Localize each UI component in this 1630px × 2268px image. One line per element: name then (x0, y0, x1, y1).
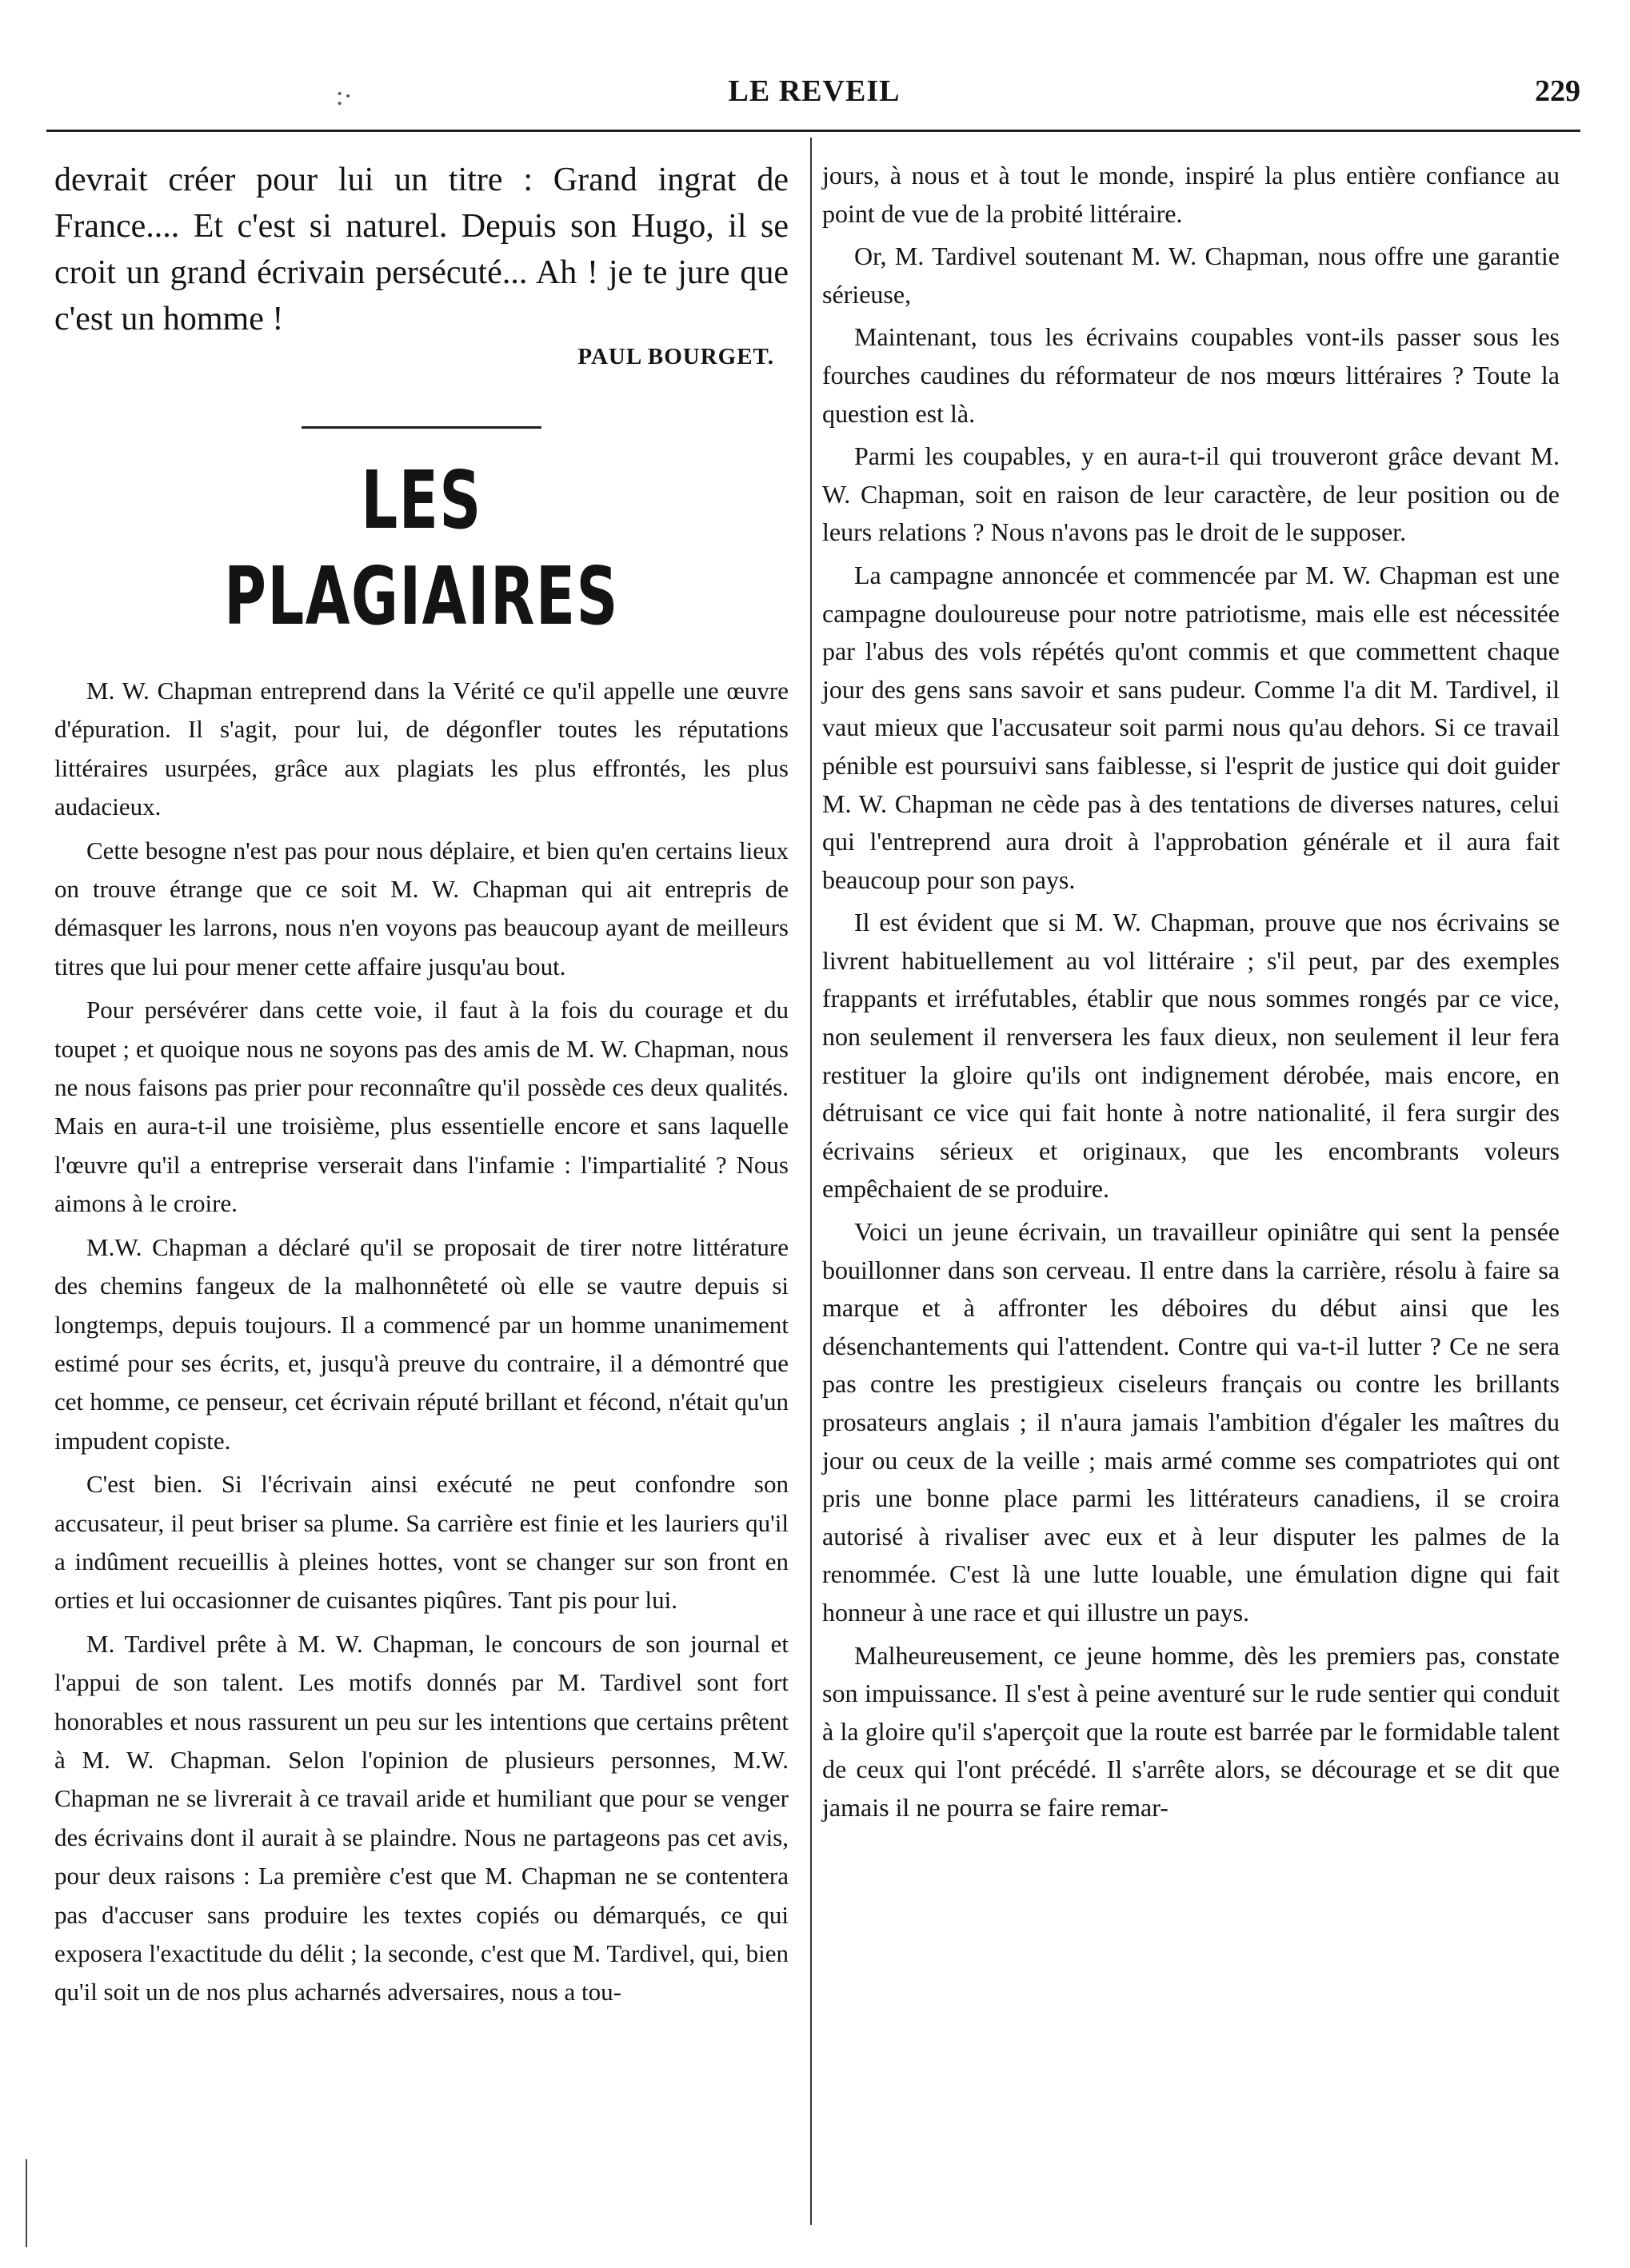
paragraph: Il est évident que si M. W. Chapman, prouve que nos écrivains se livrent habituellement au vol littéraire ; s'il peut, par des exemples frappants et irréfutables, établir que nous sommes rongés par ce vice, non seulement il renversera les faux dieux, non seulement il leur fera restituer la gloire qu'ils ont indignement dérobée, mais encore, en détruisant ce vice qui fait honte à notre nationalité, il fera surgir des écrivains sérieux et originaux, que les encombrants voleurs empêchaient de se produire. (822, 908, 1560, 1204)
ink-mark: :· (336, 82, 353, 111)
paragraph: Pour persévérer dans cette voie, il faut à la fois du courage et du toupet ; et quoique nous ne soyons pas des amis de M. W. Chapman, nous ne nous faisons pas prier pour reconnaître qu'il possède ces deux qualités. Mais en aura-t-il une troisième, plus essentielle encore et sans laquelle l'œuvre qu'il a entreprise verserait dans l'infamie : l'impartialité ? Nous aimons à le croire. (54, 996, 789, 1218)
newspaper-title: LE REVEIL (728, 74, 901, 108)
paragraph: M. W. Chapman entreprend dans la Vérité ce qu'il appelle une œuvre d'épuration. Il s'agit, pour lui, de dégonfler toutes les réputations littéraires usurpées, grâce aux plagiats les plus effrontés, les plus audacieux. (54, 677, 789, 821)
epigraph (54, 157, 789, 370)
epigraph-text: devrait créer pour lui un titre : Grand ingrat de France.... Et c'est si naturel. Depuis son Hugo, il se croit un grand écrivain persécuté... Ah ! je te jure que c'est un homme ! (54, 162, 789, 337)
paragraph: Or, M. Tardivel soutenant M. W. Chapman, nous offre une garantie sérieuse, (822, 242, 1560, 309)
right-column (822, 157, 1560, 1827)
paragraph: Parmi les coupables, y en aura-t-il qui trouveront grâce devant M. W. Chapman, soit en raison de leur caractère, de leur position ou de leurs relations ? Nous n'avons pas le droit de le supposer. (822, 441, 1560, 547)
paragraph: Malheureusement, ce jeune homme, dès les premiers pas, constate son impuissance. Il s'est à peine aventuré sur le rude sentier qui conduit à la gloire qu'il s'aperçoit que la route est barrée par le formidable talent de ceux qui l'ont précédé. Il s'arrête alors, se décourage et se dit que jamais il ne pourra se faire remar- (822, 1640, 1560, 1822)
margin-line (26, 2159, 27, 2247)
article-headline: LES PLAGIAIRES (224, 453, 619, 643)
article-body-right (822, 157, 1560, 1827)
paragraph: Maintenant, tous les écrivains coupables vont-ils passer sous les fourches caudines du réformateur de nos mœurs littéraires ? Toute la question est là. (822, 322, 1560, 428)
left-column (54, 157, 789, 2012)
paragraph: M. Tardivel prête à M. W. Chapman, le concours de son journal et l'appui de son talent. Les motifs donnés par M. Tardivel sont fort honorables et nous rassurent un peu sur les intentions que certains prêtent à M. W. Chapman. Selon l'opinion de plusieurs personnes, M.W. Chapman ne se livrerait à ce travail aride et humiliant que pour se venger des écrivains dont il aurait à se plaindre. Nous ne partageons pas cet avis, pour deux raisons : La première c'est que M. Chapman ne se contentera pas d'accuser sans produire les textes copiés ou démarqués, ce qui exposera l'exactitude du délit ; la seconde, c'est que M. Tardivel, qui, bien qu'il soit un de nos plus acharnés adversaires, nous a tou- (54, 1629, 789, 2006)
paragraph: Voici un jeune écrivain, un travailleur opiniâtre qui sent la pensée bouillonner dans son cerveau. Il entre dans la carrière, résolu à faire sa marque et à affronter les déboires du début ainsi que les désenchantements qui l'attendent. Contre qui va-t-il lutter ? Ce ne sera pas contre les prestigieux ciseleurs français ou contre les brillants prosateurs anglais ; il n'aura jamais l'ambition d'égaler les maîtres du jour ou ceux de la veille ; mais armé comme ses compatriotes qui ont pris une bonne place parmi les littérateurs canadiens, il se croira autorisé à rivaliser avec eux et à leur disputer les palmes de la renommée. C'est là une lutte louable, une émulation digne qui fait honneur à une race et qui illustre un pays. (822, 1217, 1560, 1627)
page-number: 229 (1535, 74, 1580, 108)
paragraph: Cette besogne n'est pas pour nous déplaire, et bien qu'en certains lieux on trouve étrange que ce soit M. W. Chapman qui ait entrepris de démasquer les larrons, nous n'en voyons pas beaucoup ayant de meilleurs titres que lui pour mener cette affaire jusqu'au bout. (54, 836, 789, 980)
running-header (48, 74, 1580, 122)
paragraph: M.W. Chapman a déclaré qu'il se proposait de tirer notre littérature des chemins fangeux de la malhonnêteté où elle se vautre depuis si longtemps, depuis toujours. Il a commencé par un homme unanimement estimé pour ses écrits, et, jusqu'à preuve du contraire, il a démontré que cet homme, ce penseur, cet écrivain réputé brillant et fécond, n'était qu'un impudent copiste. (54, 1232, 789, 1455)
paragraph: C'est bien. Si l'écrivain ainsi exécuté ne peut confondre son accusateur, il peut briser sa plume. Sa carrière est finie et les lauriers qu'il a indûment recueillis à pleines hottes, vont se changer sur son front en orties et lui occasionner de cuisantes piqûres. Tant pis pour lui. (54, 1470, 789, 1615)
header-rule (46, 130, 1580, 132)
paragraph: jours, à nous et à tout le monde, inspiré la plus entière confiance au point de vue de la probité littéraire. (822, 161, 1560, 228)
paragraph: La campagne annoncée et commencée par M. W. Chapman est une campagne douloureuse pour notre patriotisme, mais elle est nécessitée par l'abus des vols répétés qu'ont commis et que commettent chaque jour des gens sans savoir et sans pudeur. Comme l'a dit M. Tardivel, il vaut mieux que l'accusateur soit parmi nous qu'au dehors. Si ce travail pénible est poursuivi sans faiblesse, si l'esprit de justice qui doit guider M. W. Chapman ne cède pas à des tentations de diverses natures, celui qui l'entreprend aura droit à l'approbation générale et il aura fait beaucoup pour son pays. (822, 560, 1560, 894)
article-body-left (54, 672, 789, 2012)
epigraph-author: PAUL BOURGET. (577, 344, 774, 369)
column-divider (810, 138, 812, 2225)
section-separator (302, 426, 541, 429)
